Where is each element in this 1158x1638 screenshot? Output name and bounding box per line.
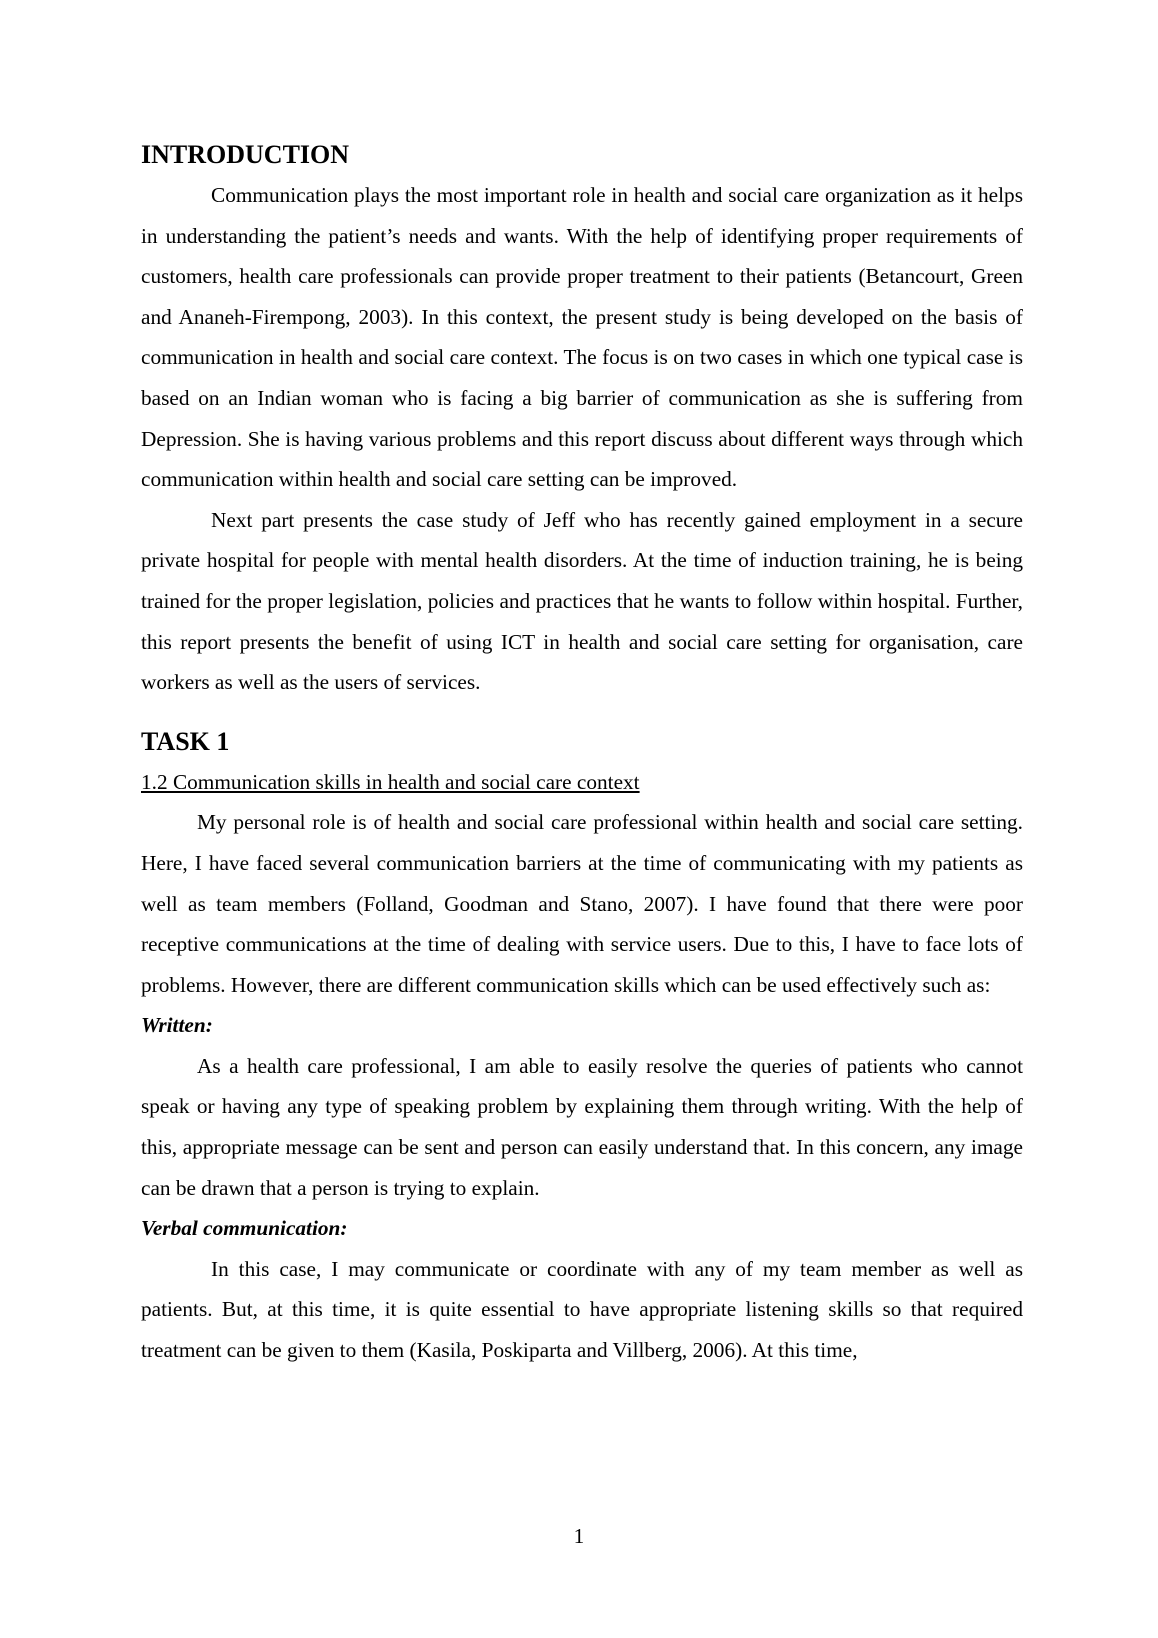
introduction-paragraph-2: Next part presents the case study of Jeff who has recently gained employment in a secure private hospital for people with mental health disorders. At the time of induction training, he is being trained for the proper legislation, policies and practices that he wants to follow within hospital. Further, this report presents the benefit of using ICT in health and social care setting for organisation, care workers as well as the users of services. bbox=[141, 507, 1023, 695]
introduction-paragraph-1: Communication plays the most important role in health and social care organization as it helps in understanding the patient’s needs and wants. With the help of identifying proper requirements of customers, health care professionals can provide proper treatment to their patients (Betancourt, Green and Ananeh-Firempong, 2003). In this context, the present study is being developed on the basis of communication in health and social care context. The focus is on two cases in which one typical case is based on an Indian woman who is facing a big barrier of communication as she is suffering from Depression. She is having various problems and this report discuss about different ways through which communication within health and social care setting can be improved. bbox=[141, 183, 1023, 492]
verbal-communication-paragraph: In this case, I may communicate or coordinate with any of my team member as well as patients. But, at this time, it is quite essential to have appropriate listening skills so that required treatment can be given to them (Kasila, Poskiparta and Villberg, 2006). At this time, bbox=[141, 1256, 1023, 1363]
introduction-heading: INTRODUCTION bbox=[141, 140, 350, 169]
communication-skills-subheading: 1.2 Communication skills in health and social care context bbox=[141, 769, 640, 794]
task-1-heading: TASK 1 bbox=[141, 726, 230, 756]
verbal-communication-heading: Verbal communication: bbox=[141, 1216, 348, 1241]
document-page bbox=[141, 138, 1023, 1371]
task-1-intro-paragraph: My personal role is of health and social care professional within health and social care setting. Here, I have faced several communication barriers at the time of communicating with my patients as well as team members (Folland, Goodman and Stano, 2007). I have found that there were poor receptive communications at the time of dealing with service users. Due to this, I have to face lots of problems. However, there are different communication skills which can be used effectively such as: bbox=[141, 810, 1023, 997]
page-number: 1 bbox=[573, 1524, 585, 1548]
written-paragraph: As a health care professional, I am able to easily resolve the queries of patients who cannot speak or having any type of speaking problem by explaining them through writing. With the help of this, appropriate message can be sent and person can easily understand that. In this concern, any image can be drawn that a person is trying to explain. bbox=[141, 1053, 1023, 1200]
written-heading: Written: bbox=[141, 1013, 213, 1038]
